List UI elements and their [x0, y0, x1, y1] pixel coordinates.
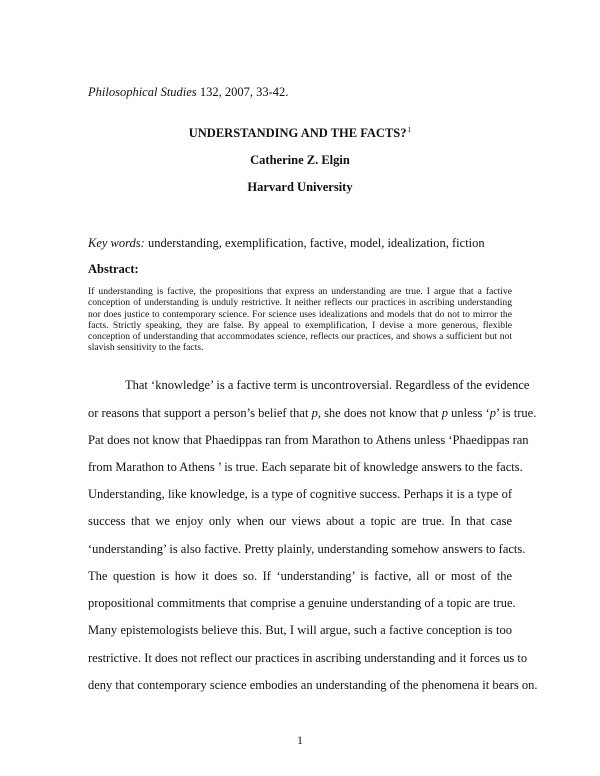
body-text-line: deny that contemporary science embodies an understanding of the phenomena it bears on. — [88, 678, 538, 692]
body-text-line: or reasons that support a person’s belief that p, she does not know that p unless ‘p’ is true. — [88, 406, 537, 420]
abstract-text: If understanding is factive, the propositions that express an understanding are true. I argue that a factive conception of understanding is unduly restrictive. It neither reflects our practices in ascribing understanding nor does justice to contemporary science. For science uses idealizations and models that do not to mirror the facts. Strictly speaking, they are false. By appeal to exemplification, I devise a more generous, flexible conception of understanding that accommodates science, reflects our practices, and shows a sufficient but not slavish sensitivity to the facts. — [88, 286, 512, 354]
body-text-line: Pat does not know that Phaedippas ran from Marathon to Athens unless ‘Phaedippas ran — [88, 433, 529, 447]
body-text-line: Many epistemologists believe this. But, I will argue, such a factive conception is too — [88, 623, 512, 637]
body-text-line: from Marathon to Athens ’ is true. Each separate bit of knowledge answers to the facts. — [88, 460, 523, 474]
body-text-line: restrictive. It does not reflect our practices in ascribing understanding and it forces us to — [88, 651, 528, 665]
author-affiliation: Harvard University — [247, 180, 353, 194]
keywords — [88, 236, 485, 251]
keywords-list: understanding, exemplification, factive, model, idealization, fiction — [144, 236, 485, 250]
keywords-label: Key words: — [88, 236, 145, 250]
abstract-heading: Abstract: — [88, 262, 139, 276]
journal-name: Philosophical Studies — [88, 85, 197, 99]
paper-title — [0, 125, 600, 141]
journal-citation — [88, 85, 288, 100]
body-text-line: propositional commitments that comprise a genuine understanding of a topic are true. — [88, 596, 516, 610]
body-text-line: The question is how it does so. If ‘understanding’ is factive, all or most of the — [88, 569, 512, 583]
author-name: Catherine Z. Elgin — [250, 153, 350, 167]
body-text-line: ‘understanding’ is also factive. Pretty plainly, understanding somehow answers to facts. — [88, 542, 526, 556]
body-text-line: success that we enjoy only when our views about a topic are true. In that case — [88, 514, 512, 528]
paper-title-text: UNDERSTANDING AND THE FACTS? — [188, 126, 407, 141]
citation-details: 132, 2007, 33-42. — [196, 85, 289, 99]
page-number: 1 — [297, 733, 303, 747]
body-text-line: Understanding, like knowledge, is a type of cognitive success. Perhaps it is a type of — [88, 487, 512, 501]
body-text-line: That ‘knowledge’ is a factive term is uncontroversial. Regardless of the evidence — [125, 378, 530, 392]
footnote-marker: 1 — [407, 125, 412, 134]
